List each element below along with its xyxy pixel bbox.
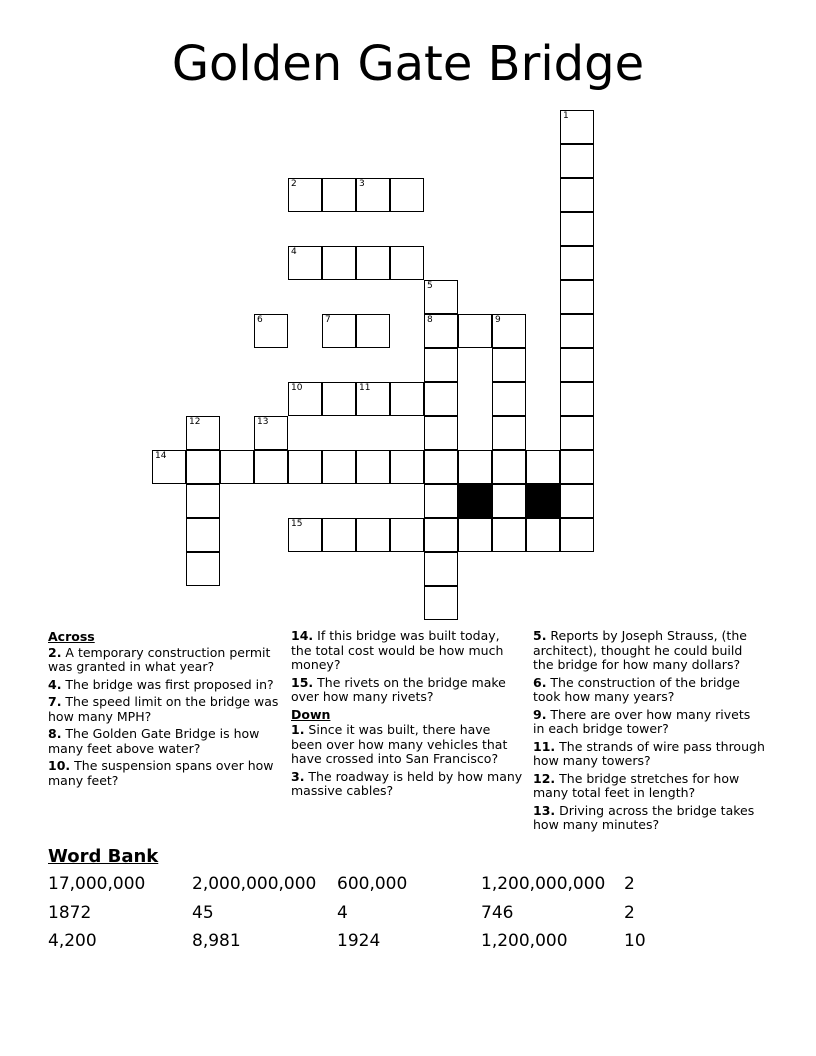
cell-number: 9 (495, 315, 501, 325)
clue (48, 727, 280, 756)
clue-column-1 (48, 629, 280, 791)
word-bank-item: 1,200,000 (481, 931, 568, 951)
word-bank-item: 1924 (337, 931, 381, 951)
clue (533, 740, 765, 769)
word-bank-item: 746 (481, 902, 514, 923)
grid-cell[interactable] (424, 484, 458, 518)
clue (533, 676, 765, 705)
word-bank-item: 8,981 (192, 931, 241, 951)
clue-number: 10. (48, 758, 71, 773)
grid-cell[interactable] (322, 382, 356, 416)
clue-column-3 (533, 629, 765, 836)
clue-text: The bridge stretches for how many total feet in length? (533, 770, 740, 800)
word-bank-title: Word Bank (48, 846, 159, 867)
down-heading: Down (291, 706, 331, 722)
clue (48, 759, 280, 788)
grid-cell[interactable] (424, 416, 458, 450)
grid-cell[interactable] (186, 552, 220, 586)
grid-cell[interactable] (424, 518, 458, 552)
clue-number: 5. (533, 628, 547, 643)
clue-text: The strands of wire pass through how many towers? (533, 738, 765, 768)
grid-cell[interactable] (492, 348, 526, 382)
clue-number: 11. (533, 738, 556, 754)
word-bank-item: 2 (624, 902, 635, 923)
clue-text: The construction of the bridge took how many years? (533, 674, 740, 704)
grid-cell[interactable] (356, 382, 390, 416)
clue-text: The bridge was first proposed in? (61, 676, 274, 692)
cell-number: 1 (563, 111, 569, 121)
grid-cell[interactable] (288, 450, 322, 484)
cell-number: 5 (427, 281, 433, 291)
clue-text: The rivets on the bridge make over how many rivets? (291, 674, 506, 704)
clue-number: 8. (48, 726, 62, 741)
grid-cell[interactable] (424, 280, 458, 314)
clue (291, 676, 523, 705)
grid-cell[interactable] (288, 382, 322, 416)
clue (48, 646, 280, 675)
grid-cell[interactable] (288, 518, 322, 552)
grid-cell[interactable] (458, 314, 492, 348)
grid-cell[interactable] (254, 416, 288, 450)
clue-text: A temporary construction permit was granted in what year? (48, 644, 271, 674)
cell-number: 4 (291, 247, 297, 257)
clue-text: The Golden Gate Bridge is how many feet above water? (48, 726, 260, 756)
grid-cell[interactable] (492, 382, 526, 416)
word-bank-item: 4,200 (48, 931, 97, 951)
grid-cell[interactable] (560, 484, 594, 518)
clue-number: 9. (533, 706, 547, 722)
grid-cell[interactable] (254, 314, 288, 348)
grid-cell[interactable] (492, 518, 526, 552)
grid-cell[interactable] (458, 518, 492, 552)
grid-cell[interactable] (424, 314, 458, 348)
grid-cell[interactable] (152, 450, 186, 484)
grid-cell[interactable] (492, 416, 526, 450)
clue (291, 770, 523, 799)
clue (48, 695, 280, 724)
grid-cell[interactable] (560, 348, 594, 382)
grid-cell[interactable] (322, 518, 356, 552)
clue-number: 1. (291, 722, 305, 737)
word-bank-item: 600,000 (337, 874, 408, 894)
grid-cell[interactable] (492, 314, 526, 348)
word-bank-item: 17,000,000 (48, 874, 146, 894)
clue (533, 708, 765, 737)
grid-cell[interactable] (390, 246, 424, 280)
clue-text: Reports by Joseph Strauss, (the architect), thought he could build the bridge for how many dollars? (533, 628, 747, 672)
clue-text: If this bridge was built today, the total cost would be how much money? (291, 628, 504, 672)
grid-cell[interactable] (560, 178, 594, 212)
across-heading: Across (48, 629, 95, 644)
clue (533, 772, 765, 801)
cell-number: 7 (325, 315, 331, 325)
grid-cell[interactable] (186, 518, 220, 552)
grid-cell[interactable] (390, 178, 424, 212)
grid-cell[interactable] (390, 382, 424, 416)
puzzle-title: Golden Gate Bridge (171, 36, 645, 92)
grid-cell[interactable] (356, 246, 390, 280)
word-bank-item: 1872 (48, 902, 92, 923)
grid-cell[interactable] (322, 178, 356, 212)
grid-cell[interactable] (424, 586, 458, 620)
grid-cell[interactable] (560, 450, 594, 484)
grid-cell[interactable] (390, 518, 424, 552)
clue-column-2 (291, 629, 523, 802)
cell-number: 13 (257, 417, 269, 427)
word-bank-item: 2,000,000,000 (192, 874, 317, 894)
grid-cell[interactable] (186, 484, 220, 518)
grid-cell[interactable] (254, 450, 288, 484)
grid-cell[interactable] (322, 246, 356, 280)
grid-cell[interactable] (560, 246, 594, 280)
black-cell (458, 484, 492, 518)
clue (291, 629, 523, 673)
grid-cell[interactable] (492, 484, 526, 518)
grid-cell[interactable] (526, 518, 560, 552)
clue-text: The speed limit on the bridge was how many MPH? (48, 694, 279, 724)
grid-cell[interactable] (492, 450, 526, 484)
word-bank-item: 1,200,000,000 (481, 874, 606, 894)
grid-cell[interactable] (458, 450, 492, 484)
clue (291, 723, 523, 767)
grid-cell[interactable] (560, 110, 594, 144)
clue-number: 12. (533, 770, 556, 786)
clue (533, 804, 765, 833)
grid-cell[interactable] (560, 212, 594, 246)
cell-number: 2 (291, 179, 297, 189)
grid-cell[interactable] (560, 416, 594, 450)
cell-number: 8 (427, 315, 433, 325)
grid-cell[interactable] (424, 348, 458, 382)
word-bank-item: 10 (624, 931, 646, 951)
cell-number: 15 (291, 519, 303, 529)
clue-number: 2. (48, 644, 62, 660)
cell-number: 10 (291, 383, 303, 393)
clue-text: There are over how many rivets in each bridge tower? (533, 706, 751, 736)
clue-text: Since it was built, there have been over how many vehicles that have crossed into San Francisco? (291, 722, 508, 766)
grid-cell[interactable] (220, 450, 254, 484)
word-bank-item: 4 (337, 902, 348, 923)
grid-cell[interactable] (186, 450, 220, 484)
clue-text: The roadway is held by how many massive cables? (291, 768, 523, 798)
grid-cell[interactable] (322, 450, 356, 484)
grid-cell[interactable] (356, 450, 390, 484)
black-cell (526, 484, 560, 518)
grid-cell[interactable] (186, 416, 220, 450)
grid-cell[interactable] (356, 518, 390, 552)
grid-cell[interactable] (560, 518, 594, 552)
clue-number: 7. (48, 694, 62, 709)
clue (533, 629, 765, 673)
cell-number: 3 (359, 179, 365, 189)
clue-text: Driving across the bridge takes how many minutes? (533, 802, 755, 832)
clue-number: 4. (48, 676, 62, 692)
clue-text: The suspension spans over how many feet? (48, 758, 274, 788)
cell-number: 12 (189, 417, 201, 427)
cell-number: 6 (257, 315, 263, 325)
grid-cell[interactable] (424, 450, 458, 484)
grid-cell[interactable] (356, 314, 390, 348)
word-bank-item: 45 (192, 902, 214, 923)
clue-number: 3. (291, 768, 305, 784)
word-bank-item: 2 (624, 874, 635, 894)
clue-number: 15. (291, 674, 314, 690)
grid-cell[interactable] (424, 382, 458, 416)
clue-number: 13. (533, 802, 556, 818)
grid-cell[interactable] (322, 314, 356, 348)
clue-number: 14. (291, 628, 314, 643)
grid-cell[interactable] (356, 178, 390, 212)
grid-cell[interactable] (560, 314, 594, 348)
grid-cell[interactable] (526, 450, 560, 484)
cell-number: 14 (155, 451, 167, 461)
grid-cell[interactable] (288, 178, 322, 212)
grid-cell[interactable] (560, 144, 594, 178)
grid-cell[interactable] (288, 246, 322, 280)
grid-cell[interactable] (560, 280, 594, 314)
clue (48, 678, 280, 693)
clue-number: 6. (533, 674, 547, 690)
grid-cell[interactable] (424, 552, 458, 586)
cell-number: 11 (359, 383, 371, 393)
grid-cell[interactable] (560, 382, 594, 416)
grid-cell[interactable] (390, 450, 424, 484)
